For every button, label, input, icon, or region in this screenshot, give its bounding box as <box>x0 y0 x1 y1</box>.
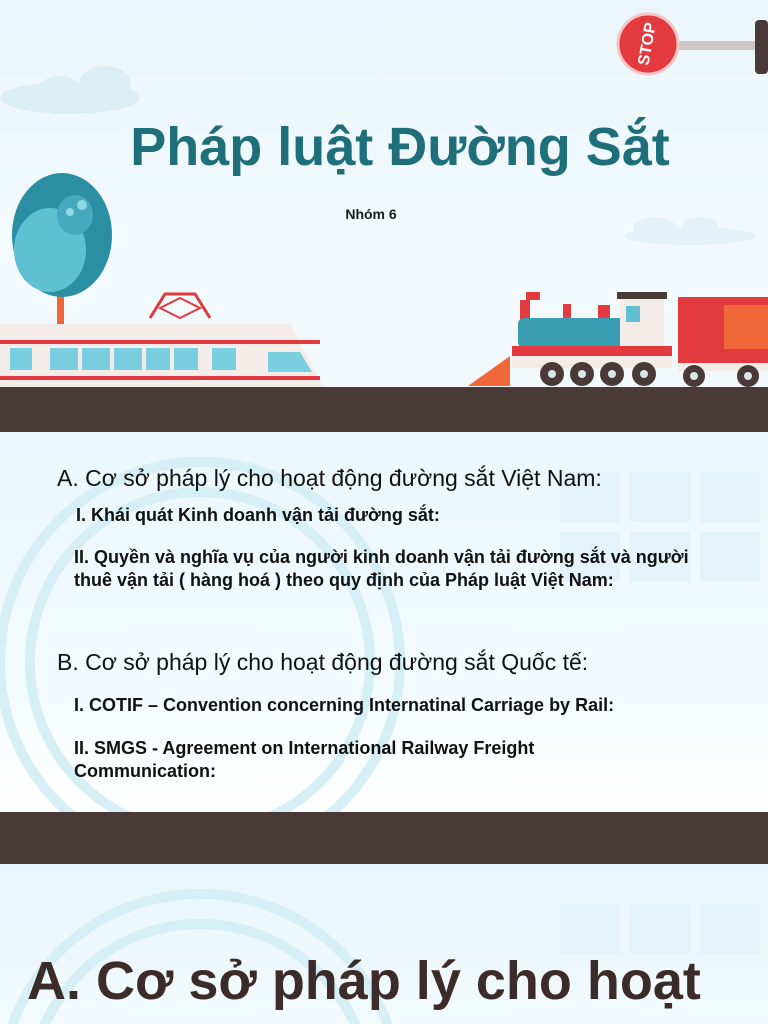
slide-subtitle: Nhóm 6 <box>345 206 397 222</box>
stop-sign-text: STOP <box>635 21 660 67</box>
divider-band <box>0 812 768 864</box>
section-a-item-2: II. Quyền và nghĩa vụ của người kinh doanh vận tải đường sắt và người thuê vận tải ( hàng hoá ) theo quy định của Pháp luật Việt Nam: <box>74 547 689 590</box>
slide-title: Pháp luật Đường Sắt <box>130 117 670 177</box>
section-b-item-1: I. COTIF – Convention concerning Internatinal Carriage by Rail: <box>74 695 615 715</box>
tree-icon <box>12 173 112 330</box>
ground-strip <box>0 387 768 432</box>
outline-slide <box>0 432 768 812</box>
section-slide-title: A. Cơ sở pháp lý cho hoạt <box>27 951 701 1011</box>
cloud-icon <box>0 66 140 114</box>
section-b-heading: B. Cơ sở pháp lý cho hoạt động đường sắt Quốc tế: <box>57 649 589 675</box>
locomotive-icon <box>468 292 672 386</box>
section-b-item-2: II. SMGS - Agreement on International Railway Freight Communication: <box>74 738 535 781</box>
title-slide <box>0 0 768 432</box>
cargo-wagon-icon <box>678 297 768 387</box>
stop-sign-icon <box>618 14 768 74</box>
section-a-heading: A. Cơ sở pháp lý cho hoạt động đường sắt Việt Nam: <box>57 465 602 491</box>
section-a-item-1: I. Khái quát Kinh doanh vận tải đường sắt: <box>76 505 440 525</box>
